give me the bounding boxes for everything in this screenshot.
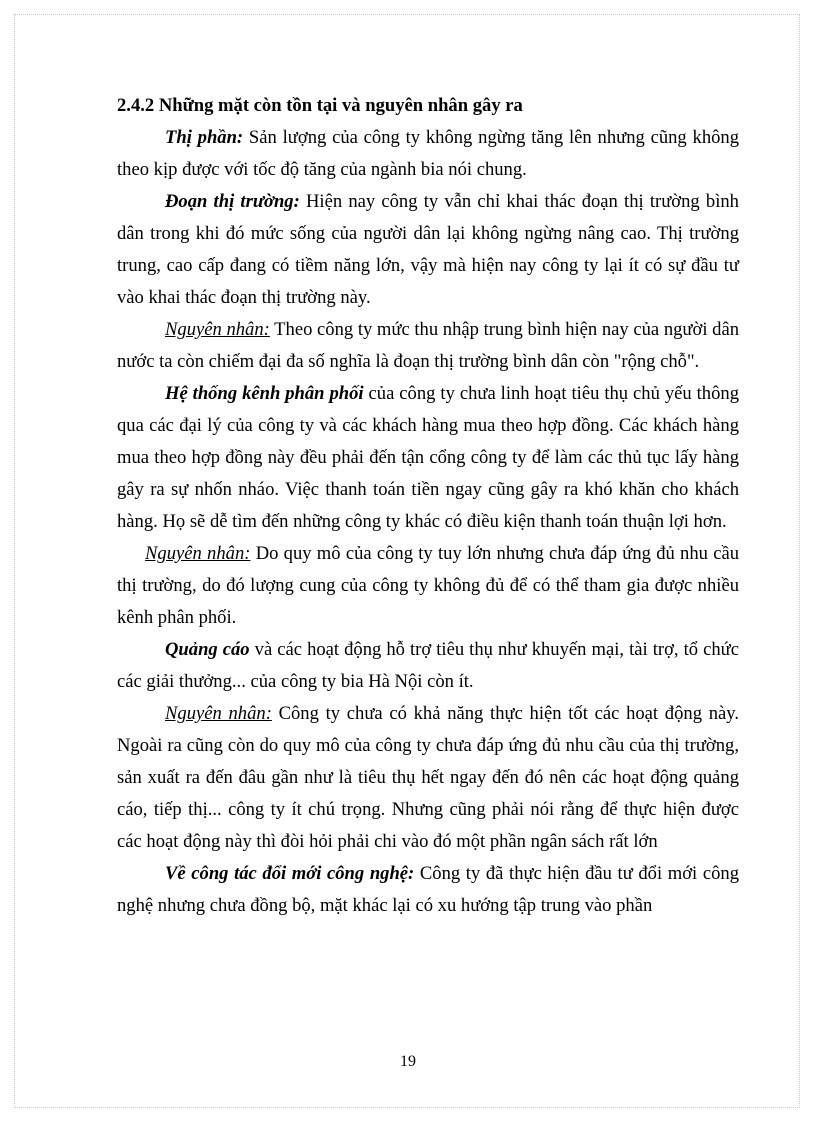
paragraph-lead: Đoạn thị trường: [165,191,300,212]
section-heading: 2.4.2 Những mặt còn tồn tại và nguyên nhân gây ra [117,95,523,116]
paragraph-lead: Quảng cáo [165,639,250,660]
paragraph-text: Công ty đã thực hiện đầu tư đổi mới công nghệ nhưng chưa đồng bộ, mặt khác lại có xu hướng tập trung vào phần [117,863,739,916]
paragraph-text: Sản lượng của công ty không ngừng tăng lên nhưng cũng không theo kịp được với tốc độ tăng của ngành bia nói chung. [117,127,740,180]
paragraph-lead: Hệ thống kênh phân phối [165,383,364,404]
paragraph-lead: Thị phần: [165,127,244,148]
document-body [117,90,739,922]
paragraph-text: Do quy mô của công ty tuy lớn nhưng chưa đáp ứng đủ nhu cầu thị trường, do đó lượng cung của công ty không đủ để có thể tham gia được nhiều kênh phân phối. [117,543,740,628]
paragraph-distribution [117,378,739,538]
paragraph-lead: Nguyên nhân: [165,703,272,724]
paragraph-text: của công ty chưa linh hoạt tiêu thụ chủ yếu thông qua các đại lý của công ty và các khách hàng mua theo hợp đồng. Các khách hàng mua theo hợp đồng này đều phải đến tận cổng công ty để làm các thủ tục lấy hàng gây ra sự nhốn nháo. Việc thanh toán tiền ngay cũng gây ra khó khăn cho khách hàng. Họ sẽ dễ tìm đến những công ty khác có điều kiện thanh toán thuận lợi hơn. [117,383,739,532]
paragraph-text: và các hoạt động hỗ trợ tiêu thụ như khuyến mại, tài trợ, tổ chức các giải thưởng... của công ty bia Hà Nội còn ít. [117,639,739,692]
paragraph-advertising [117,634,739,698]
paragraph-lead: Về công tác đổi mới công nghệ: [165,863,415,884]
paragraph-text: Công ty chưa có khả năng thực hiện tốt các hoạt động này. Ngoài ra cũng còn do quy mô của công ty chưa đáp ứng đủ nhu cầu của thị trường, sản xuất ra đến đâu gần như là tiêu thụ hết ngay đến đó nên các hoạt động quảng cáo, tiếp thị... công ty ít chú trọng. Nhưng cũng phải nói rằng để thực hiện được các hoạt động này thì đòi hỏi phải chi vào đó một phần ngân sách rất lớn [117,703,739,852]
paragraph-cause-distribution [117,538,739,634]
paragraph-text: Hiện nay công ty vẫn chỉ khai thác đoạn thị trường bình dân trong khi đó mức sống của người dân lại không ngừng nâng cao. Thị trường trung, cao cấp đang có tiềm năng lớn, vậy mà hiện nay công ty lại ít có sự đầu tư vào khai thác đoạn thị trường này. [117,191,739,308]
paragraph-cause-segment [117,314,739,378]
paragraph-lead: Nguyên nhân: [165,319,270,340]
paragraph-lead: Nguyên nhân: [145,543,251,564]
paragraph-cause-advertising [117,698,739,858]
page-number: 19 [400,1053,416,1070]
paragraph-text: Theo công ty mức thu nhập trung bình hiện nay của người dân nước ta còn chiếm đại đa số nghĩa là đoạn thị trường bình dân còn "rộng chỗ". [117,319,739,372]
paragraph-market-segment [117,186,739,314]
paragraph-market-share [117,122,739,186]
paragraph-technology [117,858,739,922]
